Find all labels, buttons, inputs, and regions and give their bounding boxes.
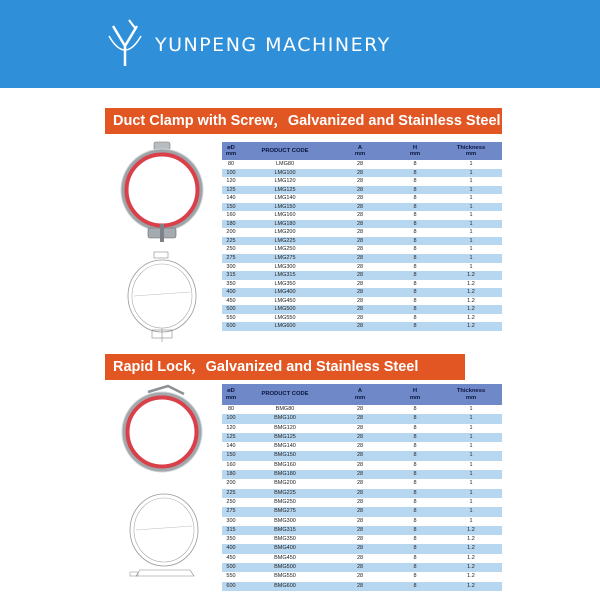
table-row (222, 271, 502, 280)
cell-a: 28 (330, 169, 390, 178)
cell-product-code: LMG450 (240, 297, 330, 306)
cell-diameter: 180 (222, 470, 240, 479)
table-header-row (222, 384, 502, 405)
cell-a: 28 (330, 245, 390, 254)
cell-h: 8 (390, 526, 440, 535)
cell-thickness: 1.2 (440, 280, 502, 289)
header-bar (0, 0, 600, 88)
table-row (222, 498, 502, 507)
table-row (222, 297, 502, 306)
cell-diameter: 200 (222, 228, 240, 237)
cell-diameter: 250 (222, 498, 240, 507)
cell-thickness: 1 (440, 479, 502, 488)
cell-h: 8 (390, 554, 440, 563)
table-row (222, 211, 502, 220)
cell-h: 8 (390, 479, 440, 488)
table-row (222, 237, 502, 246)
cell-product-code: LMG140 (240, 194, 330, 203)
cell-thickness: 1 (440, 442, 502, 451)
cell-thickness: 1 (440, 177, 502, 186)
cell-thickness: 1.2 (440, 563, 502, 572)
cell-diameter: 450 (222, 554, 240, 563)
cell-h: 8 (390, 254, 440, 263)
cell-product-code: BMG150 (240, 451, 330, 460)
cell-product-code: LMG300 (240, 263, 330, 272)
cell-diameter: 80 (222, 160, 240, 169)
cell-thickness: 1 (440, 517, 502, 526)
cell-product-code: BMG275 (240, 507, 330, 516)
cell-thickness: 1.2 (440, 271, 502, 280)
cell-h: 8 (390, 442, 440, 451)
cell-h: 8 (390, 563, 440, 572)
cell-thickness: 1 (440, 433, 502, 442)
cell-thickness: 1.2 (440, 526, 502, 535)
cell-a: 28 (330, 228, 390, 237)
cell-h: 8 (390, 194, 440, 203)
cell-product-code: BMG140 (240, 442, 330, 451)
table-row (222, 461, 502, 470)
cell-diameter: 225 (222, 237, 240, 246)
cell-a: 28 (330, 470, 390, 479)
cell-product-code: LMG400 (240, 288, 330, 297)
cell-a: 28 (330, 194, 390, 203)
cell-diameter: 600 (222, 582, 240, 591)
cell-h: 8 (390, 288, 440, 297)
cell-h: 8 (390, 451, 440, 460)
cell-h: 8 (390, 498, 440, 507)
cell-h: 8 (390, 489, 440, 498)
cell-thickness: 1 (440, 228, 502, 237)
cell-diameter: 125 (222, 433, 240, 442)
cell-h: 8 (390, 245, 440, 254)
cell-a: 28 (330, 544, 390, 553)
cell-thickness: 1 (440, 461, 502, 470)
cell-thickness: 1.2 (440, 305, 502, 314)
cell-diameter: 140 (222, 194, 240, 203)
cell-a: 28 (330, 461, 390, 470)
table-row (222, 322, 502, 331)
table-row (222, 507, 502, 516)
cell-product-code: BMG500 (240, 563, 330, 572)
cell-thickness: 1 (440, 507, 502, 516)
table-row (222, 305, 502, 314)
cell-h: 8 (390, 203, 440, 212)
section2-title: Rapid Lock，Galvanized and Stainless Steel (105, 354, 465, 380)
cell-h: 8 (390, 424, 440, 433)
cell-a: 28 (330, 405, 390, 414)
cell-product-code: LMG225 (240, 237, 330, 246)
cell-a: 28 (330, 271, 390, 280)
cell-a: 28 (330, 314, 390, 323)
cell-product-code: BMG180 (240, 470, 330, 479)
table-row (222, 405, 502, 414)
cell-diameter: 300 (222, 263, 240, 272)
cell-product-code: LMG500 (240, 305, 330, 314)
cell-h: 8 (390, 177, 440, 186)
cell-thickness: 1.2 (440, 544, 502, 553)
cell-thickness: 1 (440, 203, 502, 212)
rapid-lock-drawing-icon (120, 486, 210, 582)
table-row (222, 563, 502, 572)
col-header-h: H mm (390, 384, 440, 405)
table-row (222, 479, 502, 488)
cell-product-code: LMG350 (240, 280, 330, 289)
table-row (222, 280, 502, 289)
cell-h: 8 (390, 461, 440, 470)
table-row (222, 194, 502, 203)
table-row (222, 470, 502, 479)
cell-diameter: 350 (222, 535, 240, 544)
cell-product-code: LMG550 (240, 314, 330, 323)
cell-product-code: LMG250 (240, 245, 330, 254)
cell-h: 8 (390, 211, 440, 220)
table-row (222, 554, 502, 563)
table-row (222, 203, 502, 212)
cell-thickness: 1 (440, 498, 502, 507)
table-row (222, 288, 502, 297)
table-row (222, 424, 502, 433)
cell-a: 28 (330, 263, 390, 272)
table-row (222, 433, 502, 442)
cell-a: 28 (330, 211, 390, 220)
cell-diameter: 125 (222, 186, 240, 195)
cell-a: 28 (330, 479, 390, 488)
cell-thickness: 1 (440, 470, 502, 479)
cell-diameter: 275 (222, 254, 240, 263)
table-row (222, 254, 502, 263)
rapid-lock-photo-icon (118, 382, 210, 482)
table-row (222, 544, 502, 553)
cell-a: 28 (330, 305, 390, 314)
cell-thickness: 1.2 (440, 535, 502, 544)
cell-diameter: 315 (222, 526, 240, 535)
table-row (222, 582, 502, 591)
cell-h: 8 (390, 507, 440, 516)
cell-h: 8 (390, 186, 440, 195)
cell-diameter: 160 (222, 211, 240, 220)
table-row (222, 314, 502, 323)
cell-a: 28 (330, 288, 390, 297)
cell-thickness: 1.2 (440, 582, 502, 591)
cell-thickness: 1 (440, 194, 502, 203)
cell-diameter: 350 (222, 280, 240, 289)
cell-thickness: 1 (440, 237, 502, 246)
cell-h: 8 (390, 414, 440, 423)
duct-clamp-photo-icon (118, 140, 208, 244)
cell-diameter: 160 (222, 461, 240, 470)
cell-product-code: LMG150 (240, 203, 330, 212)
cell-thickness: 1 (440, 405, 502, 414)
cell-diameter: 450 (222, 297, 240, 306)
cell-diameter: 140 (222, 442, 240, 451)
cell-a: 28 (330, 442, 390, 451)
rapid-lock-table (222, 384, 502, 591)
table-row (222, 535, 502, 544)
cell-a: 28 (330, 254, 390, 263)
cell-a: 28 (330, 582, 390, 591)
col-header-product-code: PRODUCT CODE (240, 142, 330, 160)
cell-a: 28 (330, 498, 390, 507)
cell-product-code: BMG300 (240, 517, 330, 526)
col-header-thickness: Thickness mm (440, 384, 502, 405)
cell-diameter: 120 (222, 177, 240, 186)
cell-a: 28 (330, 203, 390, 212)
cell-h: 8 (390, 405, 440, 414)
table-row (222, 263, 502, 272)
cell-thickness: 1 (440, 254, 502, 263)
cell-thickness: 1 (440, 424, 502, 433)
cell-h: 8 (390, 322, 440, 331)
cell-thickness: 1 (440, 211, 502, 220)
col-header-product-code: PRODUCT CODE (240, 384, 330, 405)
cell-h: 8 (390, 297, 440, 306)
table-row (222, 517, 502, 526)
cell-diameter: 150 (222, 451, 240, 460)
cell-a: 28 (330, 160, 390, 169)
cell-a: 28 (330, 414, 390, 423)
cell-diameter: 120 (222, 424, 240, 433)
cell-h: 8 (390, 470, 440, 479)
cell-diameter: 300 (222, 517, 240, 526)
col-header-a: A mm (330, 142, 390, 160)
table-row (222, 186, 502, 195)
cell-product-code: LMG315 (240, 271, 330, 280)
table-row (222, 414, 502, 423)
cell-a: 28 (330, 220, 390, 229)
cell-diameter: 100 (222, 414, 240, 423)
cell-diameter: 600 (222, 322, 240, 331)
cell-a: 28 (330, 572, 390, 581)
cell-thickness: 1 (440, 160, 502, 169)
col-header-thickness: Thickness mm (440, 142, 502, 160)
cell-a: 28 (330, 489, 390, 498)
cell-diameter: 400 (222, 544, 240, 553)
table-row (222, 442, 502, 451)
cell-a: 28 (330, 507, 390, 516)
cell-diameter: 315 (222, 271, 240, 280)
cell-product-code: BMG100 (240, 414, 330, 423)
cell-h: 8 (390, 169, 440, 178)
cell-a: 28 (330, 424, 390, 433)
cell-thickness: 1 (440, 414, 502, 423)
cell-h: 8 (390, 582, 440, 591)
cell-diameter: 550 (222, 314, 240, 323)
cell-h: 8 (390, 271, 440, 280)
cell-product-code: BMG400 (240, 544, 330, 553)
cell-a: 28 (330, 280, 390, 289)
table-row (222, 451, 502, 460)
cell-a: 28 (330, 297, 390, 306)
cell-diameter: 180 (222, 220, 240, 229)
cell-thickness: 1.2 (440, 572, 502, 581)
cell-product-code: LMG100 (240, 169, 330, 178)
col-header-diameter: øD mm (222, 142, 240, 160)
cell-a: 28 (330, 554, 390, 563)
cell-h: 8 (390, 160, 440, 169)
cell-product-code: LMG275 (240, 254, 330, 263)
cell-product-code: BMG250 (240, 498, 330, 507)
cell-product-code: BMG600 (240, 582, 330, 591)
cell-thickness: 1.2 (440, 288, 502, 297)
cell-diameter: 400 (222, 288, 240, 297)
cell-diameter: 200 (222, 479, 240, 488)
cell-diameter: 275 (222, 507, 240, 516)
cell-h: 8 (390, 220, 440, 229)
cell-h: 8 (390, 280, 440, 289)
table-header-row (222, 142, 502, 160)
cell-h: 8 (390, 517, 440, 526)
table-row (222, 245, 502, 254)
cell-diameter: 225 (222, 489, 240, 498)
table-row (222, 177, 502, 186)
cell-h: 8 (390, 237, 440, 246)
cell-product-code: LMG80 (240, 160, 330, 169)
cell-product-code: BMG350 (240, 535, 330, 544)
cell-thickness: 1.2 (440, 297, 502, 306)
cell-a: 28 (330, 526, 390, 535)
cell-product-code: LMG200 (240, 228, 330, 237)
cell-product-code: BMG80 (240, 405, 330, 414)
cell-diameter: 500 (222, 563, 240, 572)
cell-thickness: 1.2 (440, 314, 502, 323)
table-row (222, 489, 502, 498)
brand-name: YUNPENG MACHINERY (155, 34, 391, 56)
cell-h: 8 (390, 263, 440, 272)
cell-diameter: 100 (222, 169, 240, 178)
cell-diameter: 150 (222, 203, 240, 212)
cell-a: 28 (330, 563, 390, 572)
section1-title: Duct Clamp with Screw，Galvanized and Stainless Steel (105, 108, 502, 134)
yunpeng-logo-icon (105, 16, 145, 72)
cell-h: 8 (390, 305, 440, 314)
cell-h: 8 (390, 314, 440, 323)
cell-product-code: LMG180 (240, 220, 330, 229)
cell-product-code: BMG200 (240, 479, 330, 488)
cell-a: 28 (330, 535, 390, 544)
cell-a: 28 (330, 433, 390, 442)
table-row (222, 169, 502, 178)
cell-a: 28 (330, 451, 390, 460)
cell-a: 28 (330, 517, 390, 526)
cell-h: 8 (390, 572, 440, 581)
cell-diameter: 500 (222, 305, 240, 314)
duct-clamp-drawing-icon (120, 250, 206, 345)
cell-product-code: BMG125 (240, 433, 330, 442)
cell-h: 8 (390, 544, 440, 553)
cell-a: 28 (330, 177, 390, 186)
cell-thickness: 1 (440, 186, 502, 195)
cell-diameter: 80 (222, 405, 240, 414)
cell-product-code: LMG160 (240, 211, 330, 220)
table-row (222, 220, 502, 229)
cell-h: 8 (390, 535, 440, 544)
cell-thickness: 1 (440, 169, 502, 178)
cell-product-code: LMG120 (240, 177, 330, 186)
col-header-h: H mm (390, 142, 440, 160)
cell-h: 8 (390, 228, 440, 237)
duct-clamp-table (222, 142, 502, 331)
col-header-diameter: øD mm (222, 384, 240, 405)
cell-h: 8 (390, 433, 440, 442)
cell-diameter: 550 (222, 572, 240, 581)
cell-thickness: 1 (440, 489, 502, 498)
cell-thickness: 1.2 (440, 322, 502, 331)
cell-product-code: BMG315 (240, 526, 330, 535)
cell-thickness: 1 (440, 451, 502, 460)
table-row (222, 526, 502, 535)
cell-thickness: 1.2 (440, 554, 502, 563)
cell-product-code: BMG160 (240, 461, 330, 470)
cell-product-code: LMG600 (240, 322, 330, 331)
cell-a: 28 (330, 186, 390, 195)
cell-thickness: 1 (440, 220, 502, 229)
cell-product-code: LMG125 (240, 186, 330, 195)
cell-thickness: 1 (440, 245, 502, 254)
cell-product-code: BMG450 (240, 554, 330, 563)
table-row (222, 160, 502, 169)
cell-thickness: 1 (440, 263, 502, 272)
cell-product-code: BMG550 (240, 572, 330, 581)
cell-a: 28 (330, 322, 390, 331)
table-row (222, 572, 502, 581)
col-header-a: A mm (330, 384, 390, 405)
cell-a: 28 (330, 237, 390, 246)
table-row (222, 228, 502, 237)
cell-diameter: 250 (222, 245, 240, 254)
cell-product-code: BMG225 (240, 489, 330, 498)
cell-product-code: BMG120 (240, 424, 330, 433)
